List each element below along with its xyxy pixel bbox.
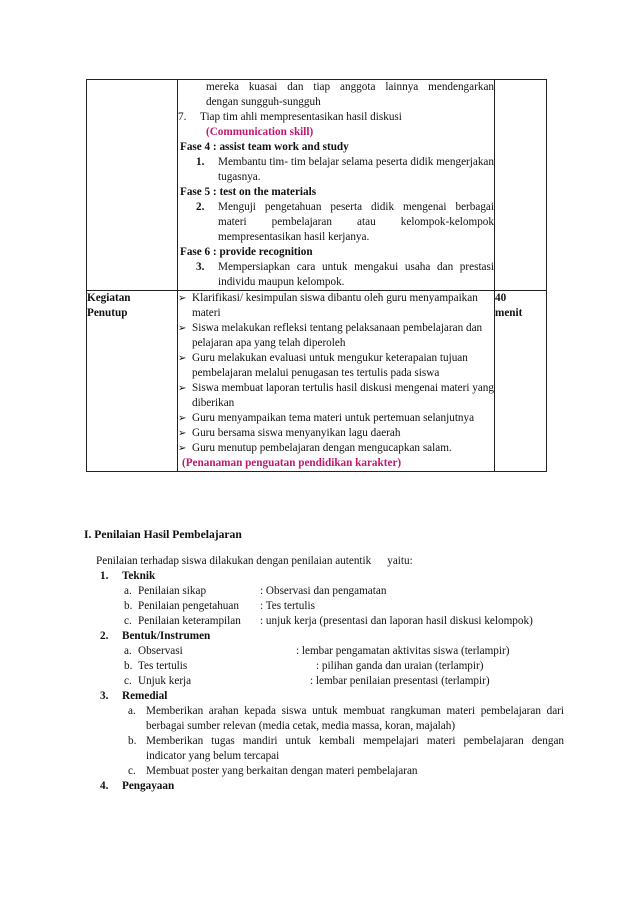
item-text: Mempersiapkan cara untuk mengakui usaha dan prestasi individu maupun kelompok.	[218, 261, 494, 288]
item-letter: c.	[128, 765, 136, 777]
item-letter: a.	[128, 705, 136, 717]
item-text: Menguji pengetahuan peserta didik mengenai berbagai materi pembelajaran atau kelompok-kelompok mempresentasikan hasil kerjanya.	[218, 201, 494, 243]
heading-title: Teknik	[122, 570, 156, 582]
remedial-item	[84, 734, 564, 764]
item-letter: b.	[124, 600, 133, 612]
pengayaan-heading	[84, 779, 564, 794]
step-7	[178, 110, 494, 125]
remedial-item	[84, 764, 564, 779]
closing-bullet	[178, 321, 494, 351]
arrow-bullet-icon: ➢	[178, 383, 187, 394]
empty-label-cell	[87, 80, 178, 291]
item-text: Membantu tim- tim belajar selama peserta didik mengerjakan tugasnya.	[218, 156, 494, 183]
lesson-activity-table	[86, 79, 547, 472]
character-education-note: (Penanaman penguatan pendidikan karakter)	[182, 457, 402, 469]
step-number: 7.	[178, 111, 187, 123]
bullet-text: Guru bersama siswa menyanyikan lagu daerah	[192, 427, 401, 439]
closing-bullet	[178, 381, 494, 411]
item-label: Penilaian keterampilan	[138, 615, 241, 627]
bullet-text: Guru melakukan evaluasi untuk mengukur keterapaian tujuan pembelajaran melalui penugasan tes tertulis pada siswa	[192, 352, 468, 379]
item-label: Tes tertulis	[138, 660, 188, 672]
label-word: 40	[495, 292, 507, 304]
item-letter: a.	[124, 645, 132, 657]
item-value: : Observasi dan pengamatan	[260, 585, 387, 597]
teknik-heading	[84, 569, 564, 584]
step-text: Tiap tim ahli mempresentasikan hasil diskusi	[200, 111, 402, 123]
bullet-text: Klarifikasi/ kesimpulan siswa dibantu oleh guru menyampaikan materi	[192, 292, 478, 319]
item-letter: b.	[128, 735, 137, 747]
item-letter: c.	[124, 675, 132, 687]
closing-time	[495, 291, 547, 472]
label-word: Penutup	[87, 307, 128, 319]
item-value: : unjuk kerja (presentasi dan laporan hasil diskusi kelompok)	[260, 615, 533, 627]
label-word: Kegiatan	[87, 292, 131, 304]
closing-bullet-list	[178, 291, 494, 456]
heading-title: Bentuk/Instrumen	[122, 630, 211, 642]
item-letter: b.	[124, 660, 133, 672]
bullet-text: Siswa melakukan refleksi tentang pelaksanaan pembelajaran dan pelajaran apa yang telah diperoleh	[192, 322, 483, 349]
bentuk-item	[84, 674, 564, 689]
heading-number: 1.	[100, 570, 109, 582]
heading-number: 4.	[100, 780, 109, 792]
heading-number: 2.	[100, 630, 109, 642]
fase-6-item	[178, 260, 494, 290]
intro-text: Penilaian terhadap siswa dilakukan dengan penilaian autentik	[96, 555, 372, 567]
item-text: Memberikan arahan kepada siswa untuk membuat rangkuman materi pembelajaran dari berbagai sumber relevan (media cetak, media massa, koran, majalah)	[146, 705, 564, 732]
continuation-line: mereka kuasai dan tiap anggota lainnya mendengarkan	[206, 81, 494, 93]
teknik-item	[84, 584, 564, 599]
item-value: : lembar penilaian presentasi (terlampir)	[310, 675, 490, 687]
arrow-bullet-icon: ➢	[178, 443, 187, 454]
item-label: Penilaian sikap	[138, 585, 207, 597]
item-number: 3.	[196, 261, 205, 273]
bentuk-item	[84, 644, 564, 659]
fase-4-item	[178, 155, 494, 185]
fase-4-title: Fase 4 : assist team work and study	[180, 141, 349, 153]
fase-5-title: Fase 5 : test on the materials	[180, 186, 317, 198]
closing-label	[87, 291, 178, 472]
arrow-bullet-icon: ➢	[178, 413, 187, 424]
arrow-bullet-icon: ➢	[178, 323, 187, 334]
item-letter: a.	[124, 585, 132, 597]
heading-title: Pengayaan	[122, 780, 175, 792]
intro-tail: yaitu:	[387, 555, 413, 567]
empty-time-cell	[495, 80, 547, 291]
arrow-bullet-icon: ➢	[178, 353, 187, 364]
core-activity-row	[87, 80, 547, 291]
item-label: Unjuk kerja	[138, 675, 192, 687]
fase-6-title: Fase 6 : provide recognition	[180, 246, 313, 258]
skill-note: (Communication skill)	[206, 126, 314, 138]
assessment-section	[84, 527, 564, 794]
fase-5-item	[178, 200, 494, 245]
closing-bullet	[178, 441, 494, 456]
remedial-list	[84, 704, 564, 779]
item-number: 2.	[196, 201, 205, 213]
label-word: menit	[495, 307, 523, 319]
closing-bullet	[178, 411, 494, 426]
item-letter: c.	[124, 615, 132, 627]
heading-title: Remedial	[122, 690, 168, 702]
continuation-line: dengan sungguh-sungguh	[206, 96, 321, 108]
item-text: Membuat poster yang berkaitan dengan materi pembelajaran	[146, 765, 418, 777]
closing-bullet	[178, 426, 494, 441]
item-number: 1.	[196, 156, 205, 168]
remedial-heading	[84, 689, 564, 704]
item-text: Memberikan tugas mandiri untuk kembali mempelajari materi pembelajaran dengan indicator yang belum tercapai	[146, 735, 564, 762]
item-value: : pilihan ganda dan uraian (terlampir)	[316, 660, 484, 672]
item-label: Observasi	[138, 645, 183, 657]
bullet-text: Siswa membuat laporan tertulis hasil diskusi mengenai materi yang diberikan	[192, 382, 494, 409]
core-activity-cell	[178, 80, 495, 291]
section-title: I. Penilaian Hasil Pembelajaran	[84, 528, 242, 541]
heading-number: 3.	[100, 690, 109, 702]
item-value: : lembar pengamatan aktivitas siswa (terlampir)	[296, 645, 510, 657]
bentuk-list	[84, 644, 564, 689]
closing-bullet	[178, 291, 494, 321]
teknik-item	[84, 614, 564, 629]
bullet-text: Guru menyampaikan tema materi untuk pertemuan selanjutnya	[192, 412, 475, 424]
closing-activity-row	[87, 291, 547, 472]
bentuk-item	[84, 659, 564, 674]
closing-bullet	[178, 351, 494, 381]
teknik-item	[84, 599, 564, 614]
closing-activity-cell	[178, 291, 495, 472]
bullet-text: Guru menutup pembelajaran dengan mengucapkan salam.	[192, 442, 452, 454]
arrow-bullet-icon: ➢	[178, 428, 187, 439]
section-intro	[84, 554, 564, 569]
teknik-list	[84, 584, 564, 629]
item-value: : Tes tertulis	[260, 600, 315, 612]
arrow-bullet-icon: ➢	[178, 293, 187, 304]
remedial-item	[84, 704, 564, 734]
item-label: Penilaian pengetahuan	[138, 600, 239, 612]
bentuk-heading	[84, 629, 564, 644]
